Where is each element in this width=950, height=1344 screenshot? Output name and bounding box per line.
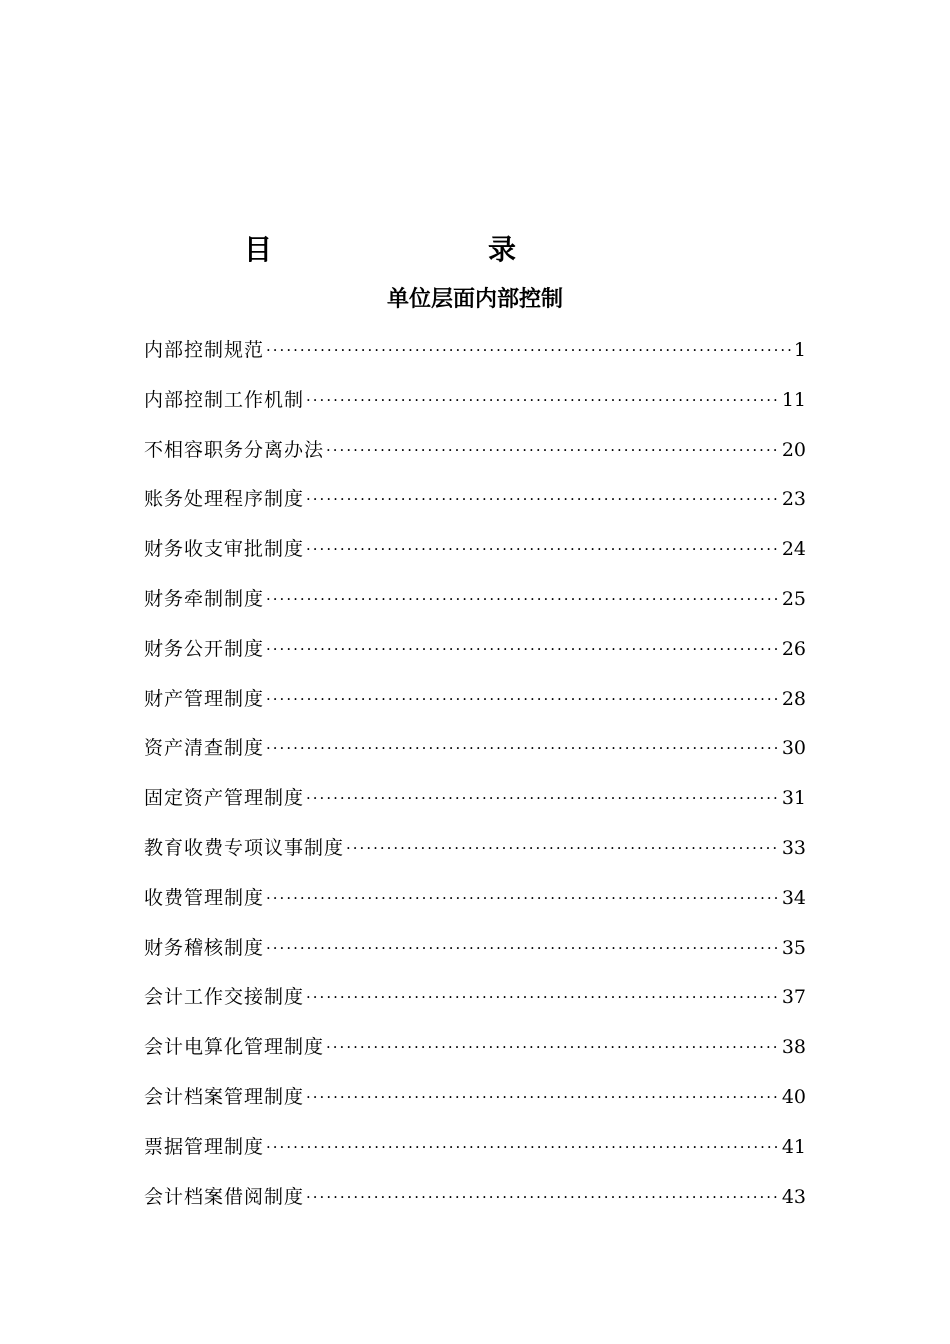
- toc-entry-page: 23: [781, 488, 806, 511]
- toc-entry-page: 20: [781, 438, 806, 461]
- toc-entry-label: 收费管理制度: [144, 886, 265, 909]
- toc-entry-label: 不相容职务分离办法: [144, 438, 325, 461]
- toc-dot-leader: [266, 883, 780, 913]
- toc-entry-label: 财产管理制度: [144, 687, 265, 710]
- toc-entry[interactable]: [144, 733, 806, 783]
- toc-entry-page: 35: [781, 936, 806, 959]
- toc-entry[interactable]: [144, 684, 806, 734]
- toc-entry-page: 26: [781, 637, 806, 660]
- toc-entry[interactable]: [144, 435, 806, 485]
- toc-entry-page: 37: [781, 986, 806, 1009]
- toc-entry-page: 31: [781, 787, 806, 810]
- toc-entry-page: 24: [781, 538, 806, 561]
- toc-entry[interactable]: [144, 933, 806, 983]
- toc-dot-leader: [306, 1082, 780, 1112]
- toc-entry-page: 41: [781, 1135, 806, 1158]
- toc-dot-leader: [306, 484, 780, 514]
- toc-entry-page: 28: [781, 687, 806, 710]
- toc-entry-page: 33: [781, 836, 806, 859]
- toc-entry-label: 内部控制规范: [144, 339, 265, 361]
- toc-dot-leader: [306, 534, 780, 564]
- toc-entry-label: 会计档案借阅制度: [144, 1185, 305, 1208]
- toc-dot-leader: [346, 833, 780, 863]
- toc-dot-leader: [266, 584, 780, 614]
- toc-entry-label: 会计工作交接制度: [144, 986, 305, 1009]
- toc-entry[interactable]: [144, 883, 806, 933]
- toc-entry-label: 财务公开制度: [144, 637, 265, 660]
- toc-dot-leader: [266, 933, 780, 963]
- toc-dot-leader: [306, 385, 780, 415]
- toc-entry-page: 40: [781, 1085, 806, 1108]
- toc-entry[interactable]: [144, 1132, 806, 1182]
- toc-dot-leader: [326, 1032, 780, 1062]
- toc-entry-page: 34: [781, 886, 806, 909]
- toc-title-char-1: 目: [244, 233, 273, 266]
- toc-entry-page: 25: [781, 587, 806, 610]
- toc-entry[interactable]: [144, 484, 806, 534]
- toc-dot-leader: [266, 634, 780, 664]
- toc-entry-label: 会计电算化管理制度: [144, 1036, 325, 1059]
- toc-entry[interactable]: [144, 385, 806, 435]
- toc-entry-label: 固定资产管理制度: [144, 787, 305, 810]
- toc-entry[interactable]: [144, 982, 806, 1032]
- toc-entry-label: 财务牵制制度: [144, 587, 265, 610]
- toc-entry[interactable]: [144, 534, 806, 584]
- toc-entry-label: 账务处理程序制度: [144, 488, 305, 511]
- table-of-contents: [144, 335, 806, 1231]
- toc-dot-leader: [306, 1182, 780, 1212]
- toc-entry-label: 教育收费专项议事制度: [144, 836, 345, 859]
- toc-dot-leader: [266, 733, 780, 763]
- toc-entry-label: 内部控制工作机制: [144, 388, 305, 411]
- toc-dot-leader: [266, 684, 780, 714]
- toc-dot-leader: [306, 982, 780, 1012]
- toc-entry[interactable]: [144, 783, 806, 833]
- toc-entry-page: 30: [781, 737, 806, 760]
- toc-title-char-2: 录: [488, 233, 517, 266]
- section-heading: 单位层面内部控制: [386, 287, 563, 312]
- toc-dot-leader: [306, 783, 780, 813]
- toc-entry-label: 票据管理制度: [144, 1135, 265, 1158]
- toc-entry[interactable]: [144, 584, 806, 634]
- toc-entry-label: 会计档案管理制度: [144, 1085, 305, 1108]
- toc-entry[interactable]: [144, 1182, 806, 1232]
- toc-dot-leader: [326, 435, 780, 465]
- toc-entry-page: 38: [781, 1036, 806, 1059]
- toc-dot-leader: [266, 1132, 780, 1162]
- toc-entry[interactable]: [144, 634, 806, 684]
- toc-entry[interactable]: [144, 833, 806, 883]
- toc-entry-page: 43: [781, 1185, 806, 1208]
- toc-entry[interactable]: [144, 1032, 806, 1082]
- toc-entry-page: 11: [781, 388, 806, 411]
- toc-dot-leader: [266, 335, 792, 365]
- toc-entry-page: 1: [793, 339, 806, 361]
- toc-entry[interactable]: [144, 1082, 806, 1132]
- toc-entry[interactable]: [144, 335, 806, 385]
- toc-entry-label: 财务收支审批制度: [144, 538, 305, 561]
- toc-entry-label: 财务稽核制度: [144, 936, 265, 959]
- toc-entry-label: 资产清查制度: [144, 737, 265, 760]
